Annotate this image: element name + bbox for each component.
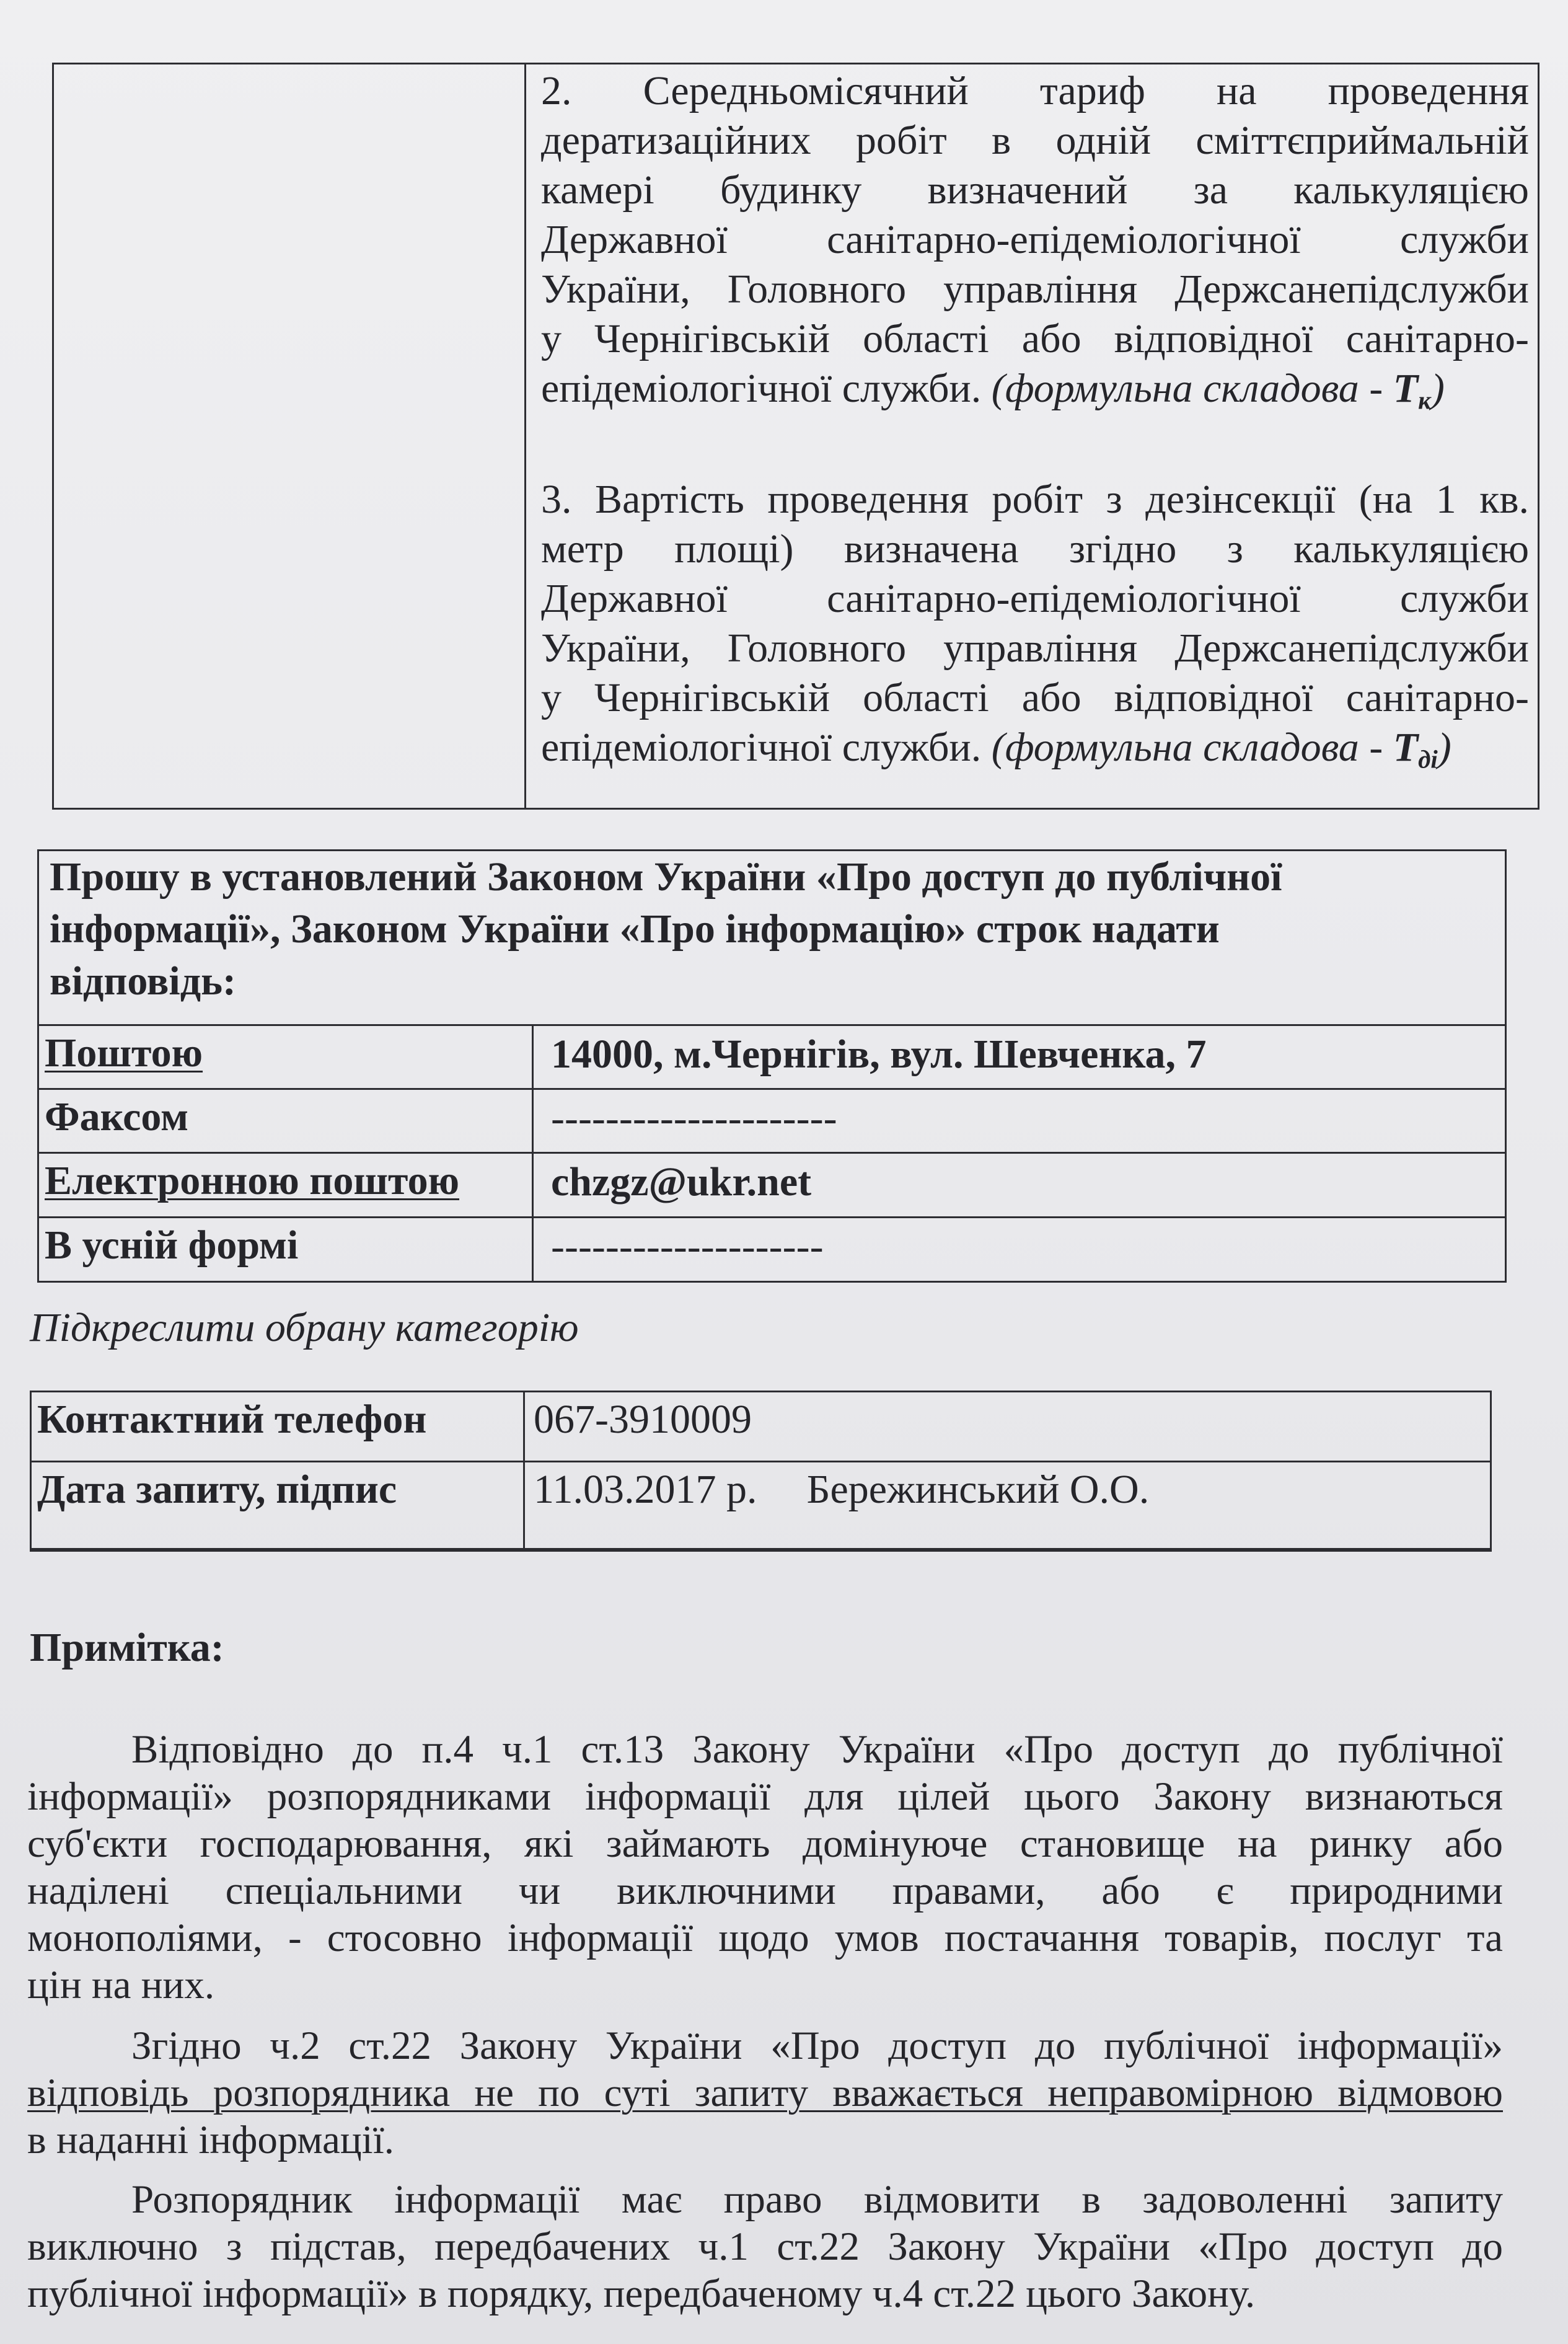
note-line-underlined: відповідь розпорядника не по суті запиту вважається неправомірною відмовою bbox=[27, 2071, 1503, 2115]
formula-label: формульна складова - bbox=[1005, 725, 1393, 771]
note-line: в наданні інформації. bbox=[27, 2118, 395, 2162]
method-label-email bbox=[39, 1154, 534, 1218]
tariff-item-2-line: у Чернігівській області або відповідної санітарно- bbox=[541, 316, 1529, 361]
tariff-item-3-line: у Чернігівській області або відповідної санітарно- bbox=[541, 675, 1529, 721]
note-paragraph-3 bbox=[27, 2176, 1503, 2317]
tariff-item-2-line: камері будинку визначений за калькуляцією bbox=[541, 167, 1529, 213]
underline-hint: Підкреслити обрану категорію bbox=[30, 1305, 579, 1350]
tariff-item-3-line: метр площі) визначена згідно з калькуляцією bbox=[541, 526, 1529, 572]
method-value-email: chzgz@ukr.net bbox=[534, 1154, 1505, 1218]
tariff-item-2-line: України, Головного управління Держсанепідслужби bbox=[541, 267, 1529, 312]
note-body bbox=[27, 1726, 1503, 2317]
request-date: 11.03.2017 р. bbox=[534, 1467, 757, 1512]
phone-value: 067-3910009 bbox=[525, 1392, 1490, 1462]
note-line: інформації» розпорядниками інформації для цілей цього Закону визнаються bbox=[27, 1774, 1503, 1819]
formula-subscript: к bbox=[1418, 386, 1431, 415]
method-value-oral: -------------------- bbox=[551, 1224, 824, 1269]
note-line: Розпорядник інформації має право відмовити в задоволенні запиту bbox=[131, 2177, 1503, 2222]
method-label-email-text: Електронною поштою bbox=[45, 1158, 460, 1203]
header-line: інформації», Законом України «Про інформацію» строк надати bbox=[50, 906, 1220, 952]
date-signature-value bbox=[525, 1462, 1490, 1550]
tariff-item-2-last-line-text: епідеміологічної служби. bbox=[541, 366, 982, 411]
tariff-table-description-cell bbox=[541, 66, 1529, 785]
formula-close-paren: ) bbox=[1430, 366, 1445, 411]
tariff-item-3-line: Державної санітарно-епідеміологічної служби bbox=[541, 576, 1529, 622]
method-value-fax: --------------------- bbox=[534, 1090, 1505, 1154]
formula-symbol: Т bbox=[1393, 725, 1419, 771]
formula-subscript: ді bbox=[1418, 745, 1438, 774]
contact-table bbox=[30, 1391, 1492, 1552]
header-line: Прошу в установлений Законом України «Про доступ до публічної bbox=[50, 854, 1282, 900]
note-line: монополіями, - стосовно інформації щодо умов постачання товарів, послуг та bbox=[27, 1916, 1503, 1960]
method-value-post: 14000, м.Чернігів, вул. Шевченка, 7 bbox=[534, 1026, 1505, 1090]
note-line: Згідно ч.2 ст.22 Закону України «Про доступ до публічної інформації» bbox=[131, 2023, 1503, 2068]
tariff-item-3-last-line-text: епідеміологічної служби. bbox=[541, 725, 982, 771]
tariff-item-3-last-line bbox=[541, 723, 1529, 784]
response-method-table bbox=[37, 849, 1507, 1283]
note-line: публічної інформації» в порядку, передбаченому ч.4 ст.22 цього Закону. bbox=[27, 2271, 1256, 2316]
note-paragraph-1 bbox=[27, 1726, 1503, 2009]
tariff-table bbox=[52, 63, 1539, 810]
tariff-item-3 bbox=[541, 475, 1529, 784]
signer-name: Бережинський О.О. bbox=[806, 1467, 1150, 1512]
formula-open-paren: ( bbox=[991, 725, 1005, 771]
tariff-item-3-line: 3. Вартість проведення робіт з дезінсекції (на 1 кв. bbox=[541, 477, 1529, 523]
note-line: цін на них. bbox=[27, 1963, 215, 2007]
tariff-item-2-last-line bbox=[541, 364, 1529, 425]
method-label-fax: Факсом bbox=[39, 1090, 534, 1154]
tariff-table-empty-cell bbox=[54, 64, 526, 808]
method-label-post bbox=[39, 1026, 534, 1090]
tariff-item-2-line: дератизаційних робіт в одній сміттєприймальній bbox=[541, 118, 1529, 163]
formula-open-paren: ( bbox=[991, 366, 1005, 411]
tariff-item-2-line: 2. Середньомісячний тариф на проведення bbox=[541, 68, 1529, 113]
note-title: Примітка: bbox=[30, 1625, 224, 1670]
note-line: суб'єкти господарювання, які займають домінуюче становище на ринку або bbox=[27, 1821, 1503, 1866]
note-paragraph-2 bbox=[27, 2022, 1503, 2164]
formula-close-paren: ) bbox=[1437, 725, 1451, 771]
formula-label: формульна складова - bbox=[1005, 366, 1393, 411]
tariff-item-2-line: Державної санітарно-епідеміологічної служби bbox=[541, 217, 1529, 262]
note-line: виключно з підстав, передбачених ч.1 ст.22 Закону України «Про доступ до bbox=[27, 2224, 1503, 2269]
tariff-item-3-line: України, Головного управління Держсанепідслужби bbox=[541, 626, 1529, 671]
formula-symbol: Т bbox=[1393, 366, 1419, 411]
header-line: відповідь: bbox=[50, 958, 236, 1004]
method-label-post-text: Поштою bbox=[45, 1030, 203, 1076]
method-label-oral: В усній формі bbox=[39, 1218, 534, 1281]
tariff-item-2 bbox=[541, 66, 1529, 425]
note-line: Відповідно до п.4 ч.1 ст.13 Закону України «Про доступ до публічної bbox=[131, 1727, 1503, 1772]
response-method-table-header bbox=[39, 851, 1505, 1026]
note-line: наділені спеціальними чи виключними правами, або є природними bbox=[27, 1869, 1503, 1913]
phone-label: Контактний телефон bbox=[32, 1392, 525, 1462]
date-signature-label: Дата запиту, підпис bbox=[32, 1462, 525, 1550]
